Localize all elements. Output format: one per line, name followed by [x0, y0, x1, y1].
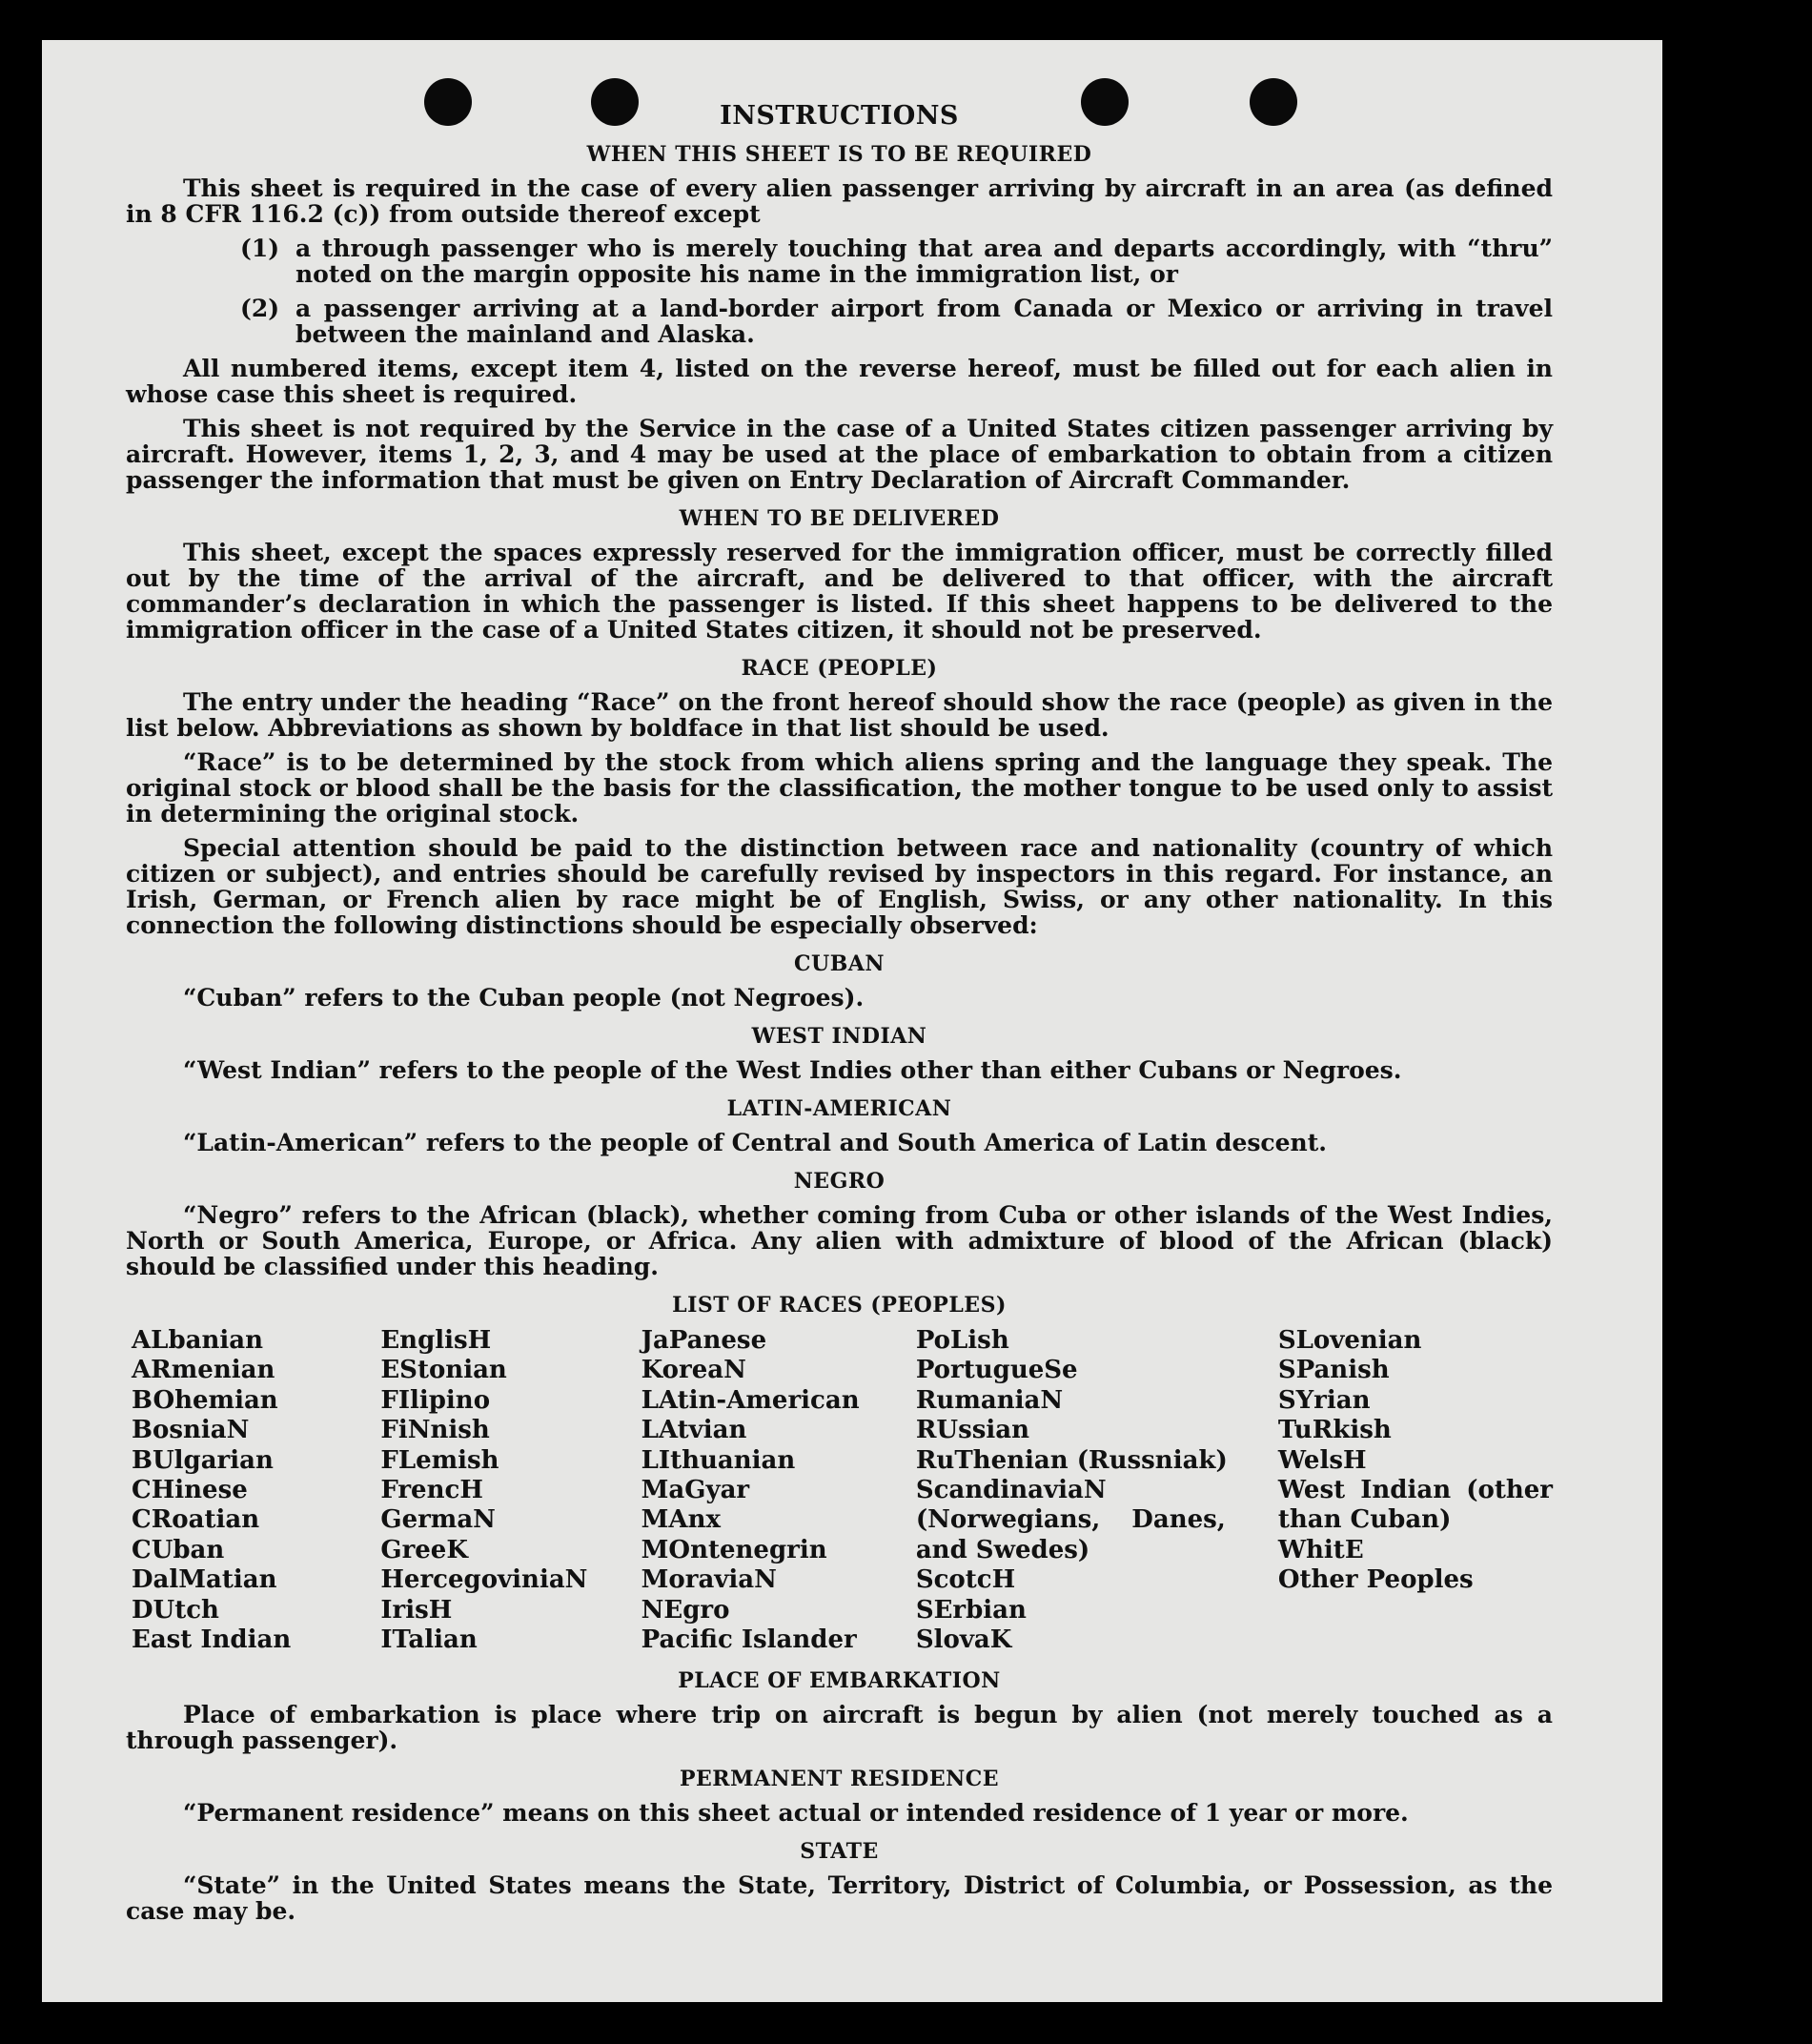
race-entry: MOntenegrin: [641, 1535, 827, 1564]
paragraph: This sheet, except the spaces expressly reserved for the immigration officer, must be correctly filled out by the time of the arrival of the aircraft, and be delivered to that officer, with the aircraft commander’s declaration in which the passenger is listed. If this sheet happens to be delivered to the immigration officer in the case of a United States citizen, it should not be preserved.: [126, 539, 1553, 644]
race-entry: WelsH: [1277, 1445, 1367, 1475]
paragraph: “Negro” refers to the African (black), whether coming from Cuba or other islands of the West Indies, North or South America, Europe, or Africa. Any alien with admixture of blood of the African (black) should be classified under this heading.: [126, 1201, 1553, 1280]
race-column: [126, 1326, 380, 1655]
race-entry: MaGyar: [641, 1476, 750, 1505]
page-title: INSTRUCTIONS: [720, 101, 959, 131]
race-entry: PortugueSe: [915, 1356, 1078, 1385]
paragraph: The entry under the heading “Race” on the front hereof should show the race (people) as given in the list below. Abbreviations as shown by boldface in that list should be used.: [126, 688, 1553, 742]
race-entry: HercegoviniaN: [380, 1565, 588, 1595]
race-entry: KoreaN: [641, 1356, 746, 1385]
heading-list-of-races: LIST OF RACES (PEOPLES): [672, 1293, 1007, 1318]
race-entry: ITalian: [380, 1625, 478, 1655]
race-entry: CHinese: [132, 1476, 248, 1505]
race-entry: NEgro: [641, 1595, 730, 1625]
document-page: [42, 40, 1662, 2002]
paragraph: Special attention should be paid to the distinction between race and nationality (country of which citizen or subject), and entries should be carefully revised by inspectors in this regard. For instance, an Irish, German, or French alien by race might be of English, Swiss, or any other nationality. In this connection the following distinctions should be especially observed:: [126, 834, 1553, 939]
paragraph: All numbered items, except item 4, listed on the reverse hereof, must be filled out for each alien in whose case this sheet is required.: [126, 355, 1553, 408]
race-entry: BOhemian: [132, 1385, 278, 1415]
race-entry: CUban: [132, 1535, 225, 1564]
race-entry: SlovaK: [915, 1625, 1012, 1655]
paragraph: “Permanent residence” means on this sheet actual or intended residence of 1 year or more.: [183, 1799, 1409, 1828]
heading-state: STATE: [800, 1839, 879, 1865]
race-entry: CRoatian: [132, 1505, 260, 1535]
item-text: a passenger arriving at a land-border airport from Canada or Mexico or arriving in travel between the mainland and Alaska.: [295, 295, 1553, 348]
race-column: [380, 1326, 641, 1655]
race-entry: BUlgarian: [132, 1445, 274, 1475]
paragraph: “Latin-American” refers to the people of Central and South America of Latin descent.: [183, 1129, 1327, 1156]
race-entry: RumaniaN: [915, 1385, 1064, 1415]
heading-when-required: WHEN THIS SHEET IS TO BE REQUIRED: [586, 142, 1092, 167]
heading-embarkation: PLACE OF EMBARKATION: [678, 1668, 1001, 1694]
instructions-content: [126, 103, 1553, 1932]
paragraph: “Cuban” refers to the Cuban people (not Negroes).: [183, 984, 865, 1012]
heading-negro: NEGRO: [793, 1169, 886, 1194]
race-entry: LAtvian: [641, 1416, 747, 1445]
race-entry: LIthuanian: [641, 1445, 796, 1475]
race-entry: FLemish: [380, 1445, 499, 1475]
race-entry: LAtin-American: [641, 1385, 860, 1415]
race-entry: IrisH: [380, 1595, 453, 1625]
race-entry: SLovenian: [1277, 1326, 1422, 1355]
race-entry: MoraviaN: [641, 1565, 777, 1595]
race-entry: SYrian: [1277, 1385, 1371, 1415]
race-entry: Other Peoples: [1277, 1565, 1474, 1595]
paragraph: “State” in the United States means the State, Territory, District of Columbia, or Possession, as the case may be.: [126, 1871, 1553, 1926]
race-entry: DalMatian: [132, 1565, 277, 1595]
paragraph: This sheet is not required by the Service in the case of a United States citizen passenger arriving by aircraft. However, items 1, 2, 3, and 4 may be used at the place of embarkation to obtain from a citizen passenger the information that must be given on Entry Declaration of Aircraft Commander.: [126, 415, 1553, 494]
heading-race: RACE (PEOPLE): [741, 656, 938, 681]
list-item: [126, 235, 1553, 287]
race-entry: WhitE: [1277, 1535, 1364, 1564]
race-entry: ScotcH: [915, 1565, 1016, 1595]
heading-latin-american: LATIN-AMERICAN: [726, 1096, 952, 1121]
race-entry: ALbanian: [132, 1326, 264, 1355]
race-entry: GermaN: [380, 1505, 496, 1535]
race-column: [916, 1326, 1278, 1655]
race-entry: BosniaN: [132, 1416, 250, 1445]
race-entry: West Indian (other than Cuban): [1277, 1476, 1554, 1535]
race-entry: FiNnish: [380, 1416, 490, 1445]
heading-cuban: CUBAN: [794, 951, 885, 976]
race-entry: SErbian: [915, 1595, 1027, 1625]
list-item: [126, 296, 1553, 347]
race-list: [126, 1326, 1553, 1655]
paragraph: This sheet is required in the case of every alien passenger arriving by aircraft in an area (as defined in 8 CFR 116.2 (c)) from outside thereof except: [126, 174, 1553, 228]
race-entry: Pacific Islander: [641, 1625, 857, 1655]
item-number: (2): [240, 295, 280, 322]
race-entry: TuRkish: [1277, 1416, 1392, 1445]
item-text: a through passenger who is merely touching that area and departs accordingly, with “thru” noted on the margin opposite his name in the immigration list, or: [295, 235, 1553, 288]
paragraph: “Race” is to be determined by the stock from which aliens spring and the language they speak. The original stock or blood shall be the basis for the classification, the mother tongue to be used only to assist in determining the original stock.: [126, 748, 1553, 828]
race-column: [641, 1326, 916, 1655]
item-number: (1): [240, 235, 280, 262]
heading-residence: PERMANENT RESIDENCE: [680, 1767, 999, 1792]
heading-west-indian: WEST INDIAN: [751, 1024, 927, 1049]
race-entry: FrencH: [380, 1476, 483, 1505]
race-entry: MAnx: [641, 1505, 721, 1535]
race-entry: DUtch: [132, 1595, 219, 1625]
race-entry: GreeK: [380, 1535, 468, 1564]
race-entry: JaPanese: [641, 1326, 767, 1355]
race-entry: East Indian: [132, 1625, 292, 1655]
race-entry: FIlipino: [380, 1385, 491, 1415]
race-entry: EStonian: [380, 1356, 507, 1385]
race-column: [1278, 1326, 1553, 1655]
paragraph: “West Indian” refers to the people of the West Indies other than either Cubans or Negroes.: [183, 1056, 1402, 1084]
race-entry: EnglisH: [380, 1326, 492, 1355]
paragraph: Place of embarkation is place where trip on aircraft is begun by alien (not merely touched as a through passenger).: [126, 1701, 1553, 1755]
race-entry: SPanish: [1277, 1356, 1390, 1385]
heading-when-delivered: WHEN TO BE DELIVERED: [679, 506, 1000, 531]
race-entry: ScandinaviaN (Norwegians, Danes, and Swedes): [915, 1476, 1226, 1564]
race-entry: RUssian: [915, 1416, 1030, 1445]
race-entry: PoLish: [915, 1326, 1009, 1355]
race-entry: RuThenian (Russniak): [915, 1445, 1228, 1475]
race-entry: ARmenian: [132, 1356, 275, 1385]
